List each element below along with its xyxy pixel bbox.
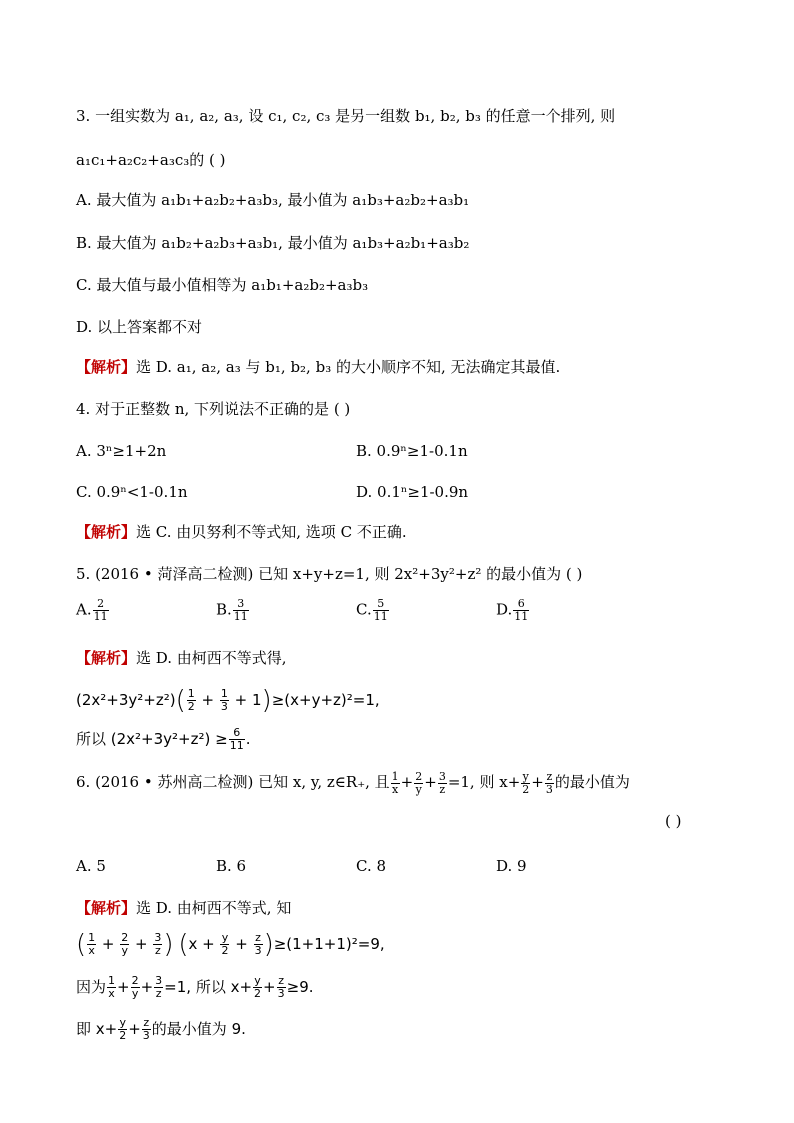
- q6-answer-blank: ( ): [665, 812, 682, 830]
- fraction: $\frac{1}{x}$: [391, 769, 399, 796]
- q5-option-a: A. $\frac{2}{11}$: [76, 597, 108, 623]
- q4-stem: 4. 对于正整数 n, 下列说法不正确的是 ( ): [76, 400, 351, 418]
- analysis-tag: 【解析】: [76, 523, 137, 541]
- fraction: $\frac{1}{3}$: [220, 687, 228, 713]
- q6-option-b: B. 6: [216, 857, 247, 875]
- q5-option-c: C. $\frac{5}{11}$: [356, 597, 388, 623]
- q3-stem-line2: a₁c₁+a₂c₂+a₃c₃的 ( ): [76, 151, 226, 169]
- analysis-tag: 【解析】: [76, 358, 137, 376]
- q4-option-a: A. 3ⁿ≥1+2n: [76, 442, 167, 460]
- q4-option-b: B. 0.9ⁿ≥1-0.1n: [356, 442, 468, 460]
- fraction: $\frac{3}{z}$: [438, 769, 446, 796]
- fraction: $\frac{z}{3}$: [277, 974, 285, 1000]
- fraction: $\frac{2}{11}$: [93, 597, 108, 623]
- fraction: $\frac{z}{3}$: [142, 1016, 150, 1042]
- fraction: $\frac{2}{y}$: [121, 931, 129, 957]
- q6-analysis: [76, 898, 291, 918]
- q6-option-a: A. 5: [76, 857, 106, 875]
- fraction: $\frac{y}{2}$: [522, 769, 530, 796]
- q5-equation-2: 所以 (2x²+3y²+z²) ≥ $\frac{6}{11}$ .: [76, 726, 251, 752]
- fraction: $\frac{1}{2}$: [187, 687, 195, 713]
- q4-option-d: D. 0.1ⁿ≥1-0.9n: [356, 483, 469, 501]
- fraction: $\frac{2}{y}$: [131, 974, 139, 1000]
- q5-analysis: [76, 648, 287, 668]
- fraction: $\frac{6}{11}$: [229, 726, 244, 752]
- fraction: $\frac{z}{3}$: [545, 769, 553, 796]
- q3-option-b: B. 最大值为 a₁b₂+a₂b₃+a₃b₁, 最小值为 a₁b₃+a₂b₁+a₃b₂: [76, 234, 470, 252]
- fraction: $\frac{3}{z}$: [154, 931, 162, 957]
- fraction: $\frac{y}{2}$: [221, 931, 229, 957]
- fraction: $\frac{3}{z}$: [155, 974, 163, 1000]
- q6-equation-3: 即 x+ $\frac{y}{2}$ + $\frac{z}{3}$ 的最小值为 9.: [76, 1016, 246, 1042]
- q6-analysis-text: 选 D. 由柯西不等式, 知: [136, 899, 292, 917]
- fraction: $\frac{3}{11}$: [233, 597, 248, 623]
- q6-stem: 6. (2016 • 苏州高二检测) 已知 x, y, z∈R₊, 且 $\frac{1}{x}$ + $\frac{2}{y}$ + $\frac{3}{z}$ =1, 则 x+ $\frac{y}{2}$ + $\frac{z}{3}$ 的最小值为: [76, 769, 630, 796]
- q4-option-c: C. 0.9ⁿ<1-0.1n: [76, 483, 188, 501]
- q3-analysis-text: 选 D. a₁, a₂, a₃ 与 b₁, b₂, b₃ 的大小顺序不知, 无法确定其最值.: [136, 358, 561, 376]
- fraction: $\frac{z}{3}$: [254, 931, 262, 957]
- fraction: $\frac{6}{11}$: [514, 597, 529, 623]
- analysis-tag: 【解析】: [76, 649, 137, 667]
- q5-analysis-text: 选 D. 由柯西不等式得,: [136, 649, 287, 667]
- q3-option-d: D. 以上答案都不对: [76, 318, 203, 336]
- analysis-tag: 【解析】: [76, 899, 137, 917]
- q6-equation-2: 因为 $\frac{1}{x}$ + $\frac{2}{y}$ + $\frac{3}{z}$ =1, 所以 x+ $\frac{y}{2}$ + $\frac{z}{3}$ ≥9.: [76, 974, 314, 1000]
- q3-analysis: [76, 357, 560, 377]
- q5-equation-1: (2x²+3y²+z²)( $\frac{1}{2}$ + $\frac{1}{3}$ + 1)≥(x+y+z)²=1,: [76, 685, 380, 716]
- fraction: $\frac{1}{x}$: [88, 931, 96, 957]
- q4-analysis-text: 选 C. 由贝努利不等式知, 选项 C 不正确.: [136, 523, 407, 541]
- q3-option-c: C. 最大值与最小值相等为 a₁b₁+a₂b₂+a₃b₃: [76, 276, 369, 294]
- q6-option-d: D. 9: [496, 857, 527, 875]
- fraction: $\frac{y}{2}$: [119, 1016, 127, 1042]
- q4-analysis: [76, 522, 407, 542]
- fraction: $\frac{1}{x}$: [108, 974, 116, 1000]
- q5-option-b: B. $\frac{3}{11}$: [216, 597, 248, 623]
- q5-option-d: D. $\frac{6}{11}$: [496, 597, 529, 623]
- q6-option-c: C. 8: [356, 857, 387, 875]
- q3-option-a: A. 最大值为 a₁b₁+a₂b₂+a₃b₃, 最小值为 a₁b₃+a₂b₂+a₃b₁: [76, 191, 470, 209]
- fraction: $\frac{y}{2}$: [254, 974, 262, 1000]
- q6-equation-1: ( $\frac{1}{x}$ + $\frac{2}{y}$ + $\frac{3}{z}$ ) (x + $\frac{y}{2}$ + $\frac{z}{3}$ )≥(1+1+1)²=9,: [76, 929, 385, 960]
- fraction: $\frac{2}{y}$: [415, 769, 423, 796]
- q3-stem-line1: 3. 一组实数为 a₁, a₂, a₃, 设 c₁, c₂, c₃ 是另一组数 b₁, b₂, b₃ 的任意一个排列, 则: [76, 107, 616, 125]
- fraction: $\frac{5}{11}$: [373, 597, 388, 623]
- q5-stem: 5. (2016 • 菏泽高二检测) 已知 x+y+z=1, 则 2x²+3y²+z² 的最小值为 ( ): [76, 565, 583, 583]
